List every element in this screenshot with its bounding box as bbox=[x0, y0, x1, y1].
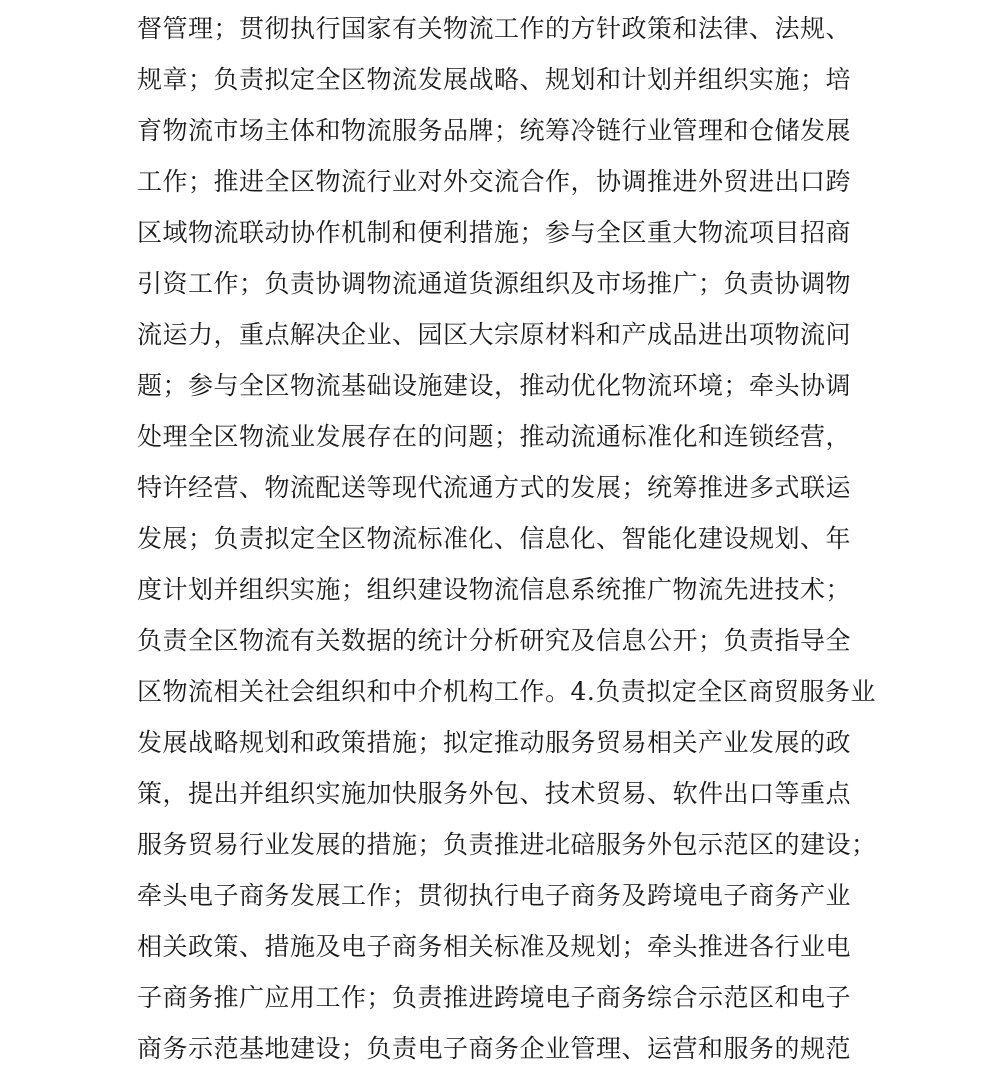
text-line-18: 牵头电子商务发展工作；贯彻执行电子商务及跨境电子商务产业 bbox=[137, 881, 852, 910]
text-line-5: 区域物流联动协作机制和便利措施；参与全区重大物流项目招商 bbox=[137, 218, 852, 247]
body-text bbox=[137, 3, 897, 1074]
text-line-7: 流运力，重点解决企业、园区大宗原材料和产成品进出项物流问 bbox=[137, 320, 852, 349]
text-line-16: 策，提出并组织实施加快服务外包、技术贸易、软件出口等重点 bbox=[137, 779, 852, 808]
text-line-13: 负责全区物流有关数据的统计分析研究及信息公开；负责指导全 bbox=[137, 626, 852, 655]
text-line-19: 相关政策、措施及电子商务相关标准及规划；牵头推进各行业电 bbox=[137, 932, 852, 961]
text-line-10: 特许经营、物流配送等现代流通方式的发展；统筹推进多式联运 bbox=[137, 473, 852, 502]
text-line-2: 规章；负责拟定全区物流发展战略、规划和计划并组织实施；培 bbox=[137, 65, 852, 94]
text-line-21: 商务示范基地建设；负责电子商务企业管理、运营和服务的规范 bbox=[137, 1034, 852, 1063]
text-line-9: 处理全区物流业发展存在的问题；推动流通标准化和连锁经营， bbox=[137, 422, 852, 451]
text-line-6: 引资工作；负责协调物流通道货源组织及市场推广；负责协调物 bbox=[137, 269, 852, 298]
text-line-4: 工作；推进全区物流行业对外交流合作，协调推进外贸进出口跨 bbox=[137, 167, 852, 196]
text-line-11: 发展；负责拟定全区物流标准化、信息化、智能化建设规划、年 bbox=[137, 524, 852, 553]
text-line-20: 子商务推广应用工作；负责推进跨境电子商务综合示范区和电子 bbox=[137, 983, 852, 1012]
text-line-17: 服务贸易行业发展的措施；负责推进北碚服务外包示范区的建设； bbox=[137, 830, 877, 859]
text-line-15: 发展战略规划和政策措施；拟定推动服务贸易相关产业发展的政 bbox=[137, 728, 852, 757]
text-line-1: 督管理；贯彻执行国家有关物流工作的方针政策和法律、法规、 bbox=[137, 14, 852, 43]
text-line-12: 度计划并组织实施；组织建设物流信息系统推广物流先进技术； bbox=[137, 575, 852, 604]
text-line-14: 区物流相关社会组织和中介机构工作。4.负责拟定全区商贸服务业 bbox=[137, 677, 876, 706]
text-line-3: 育物流市场主体和物流服务品牌；统筹冷链行业管理和仓储发展 bbox=[137, 116, 852, 145]
text-line-8: 题；参与全区物流基础设施建设，推动优化物流环境；牵头协调 bbox=[137, 371, 852, 400]
